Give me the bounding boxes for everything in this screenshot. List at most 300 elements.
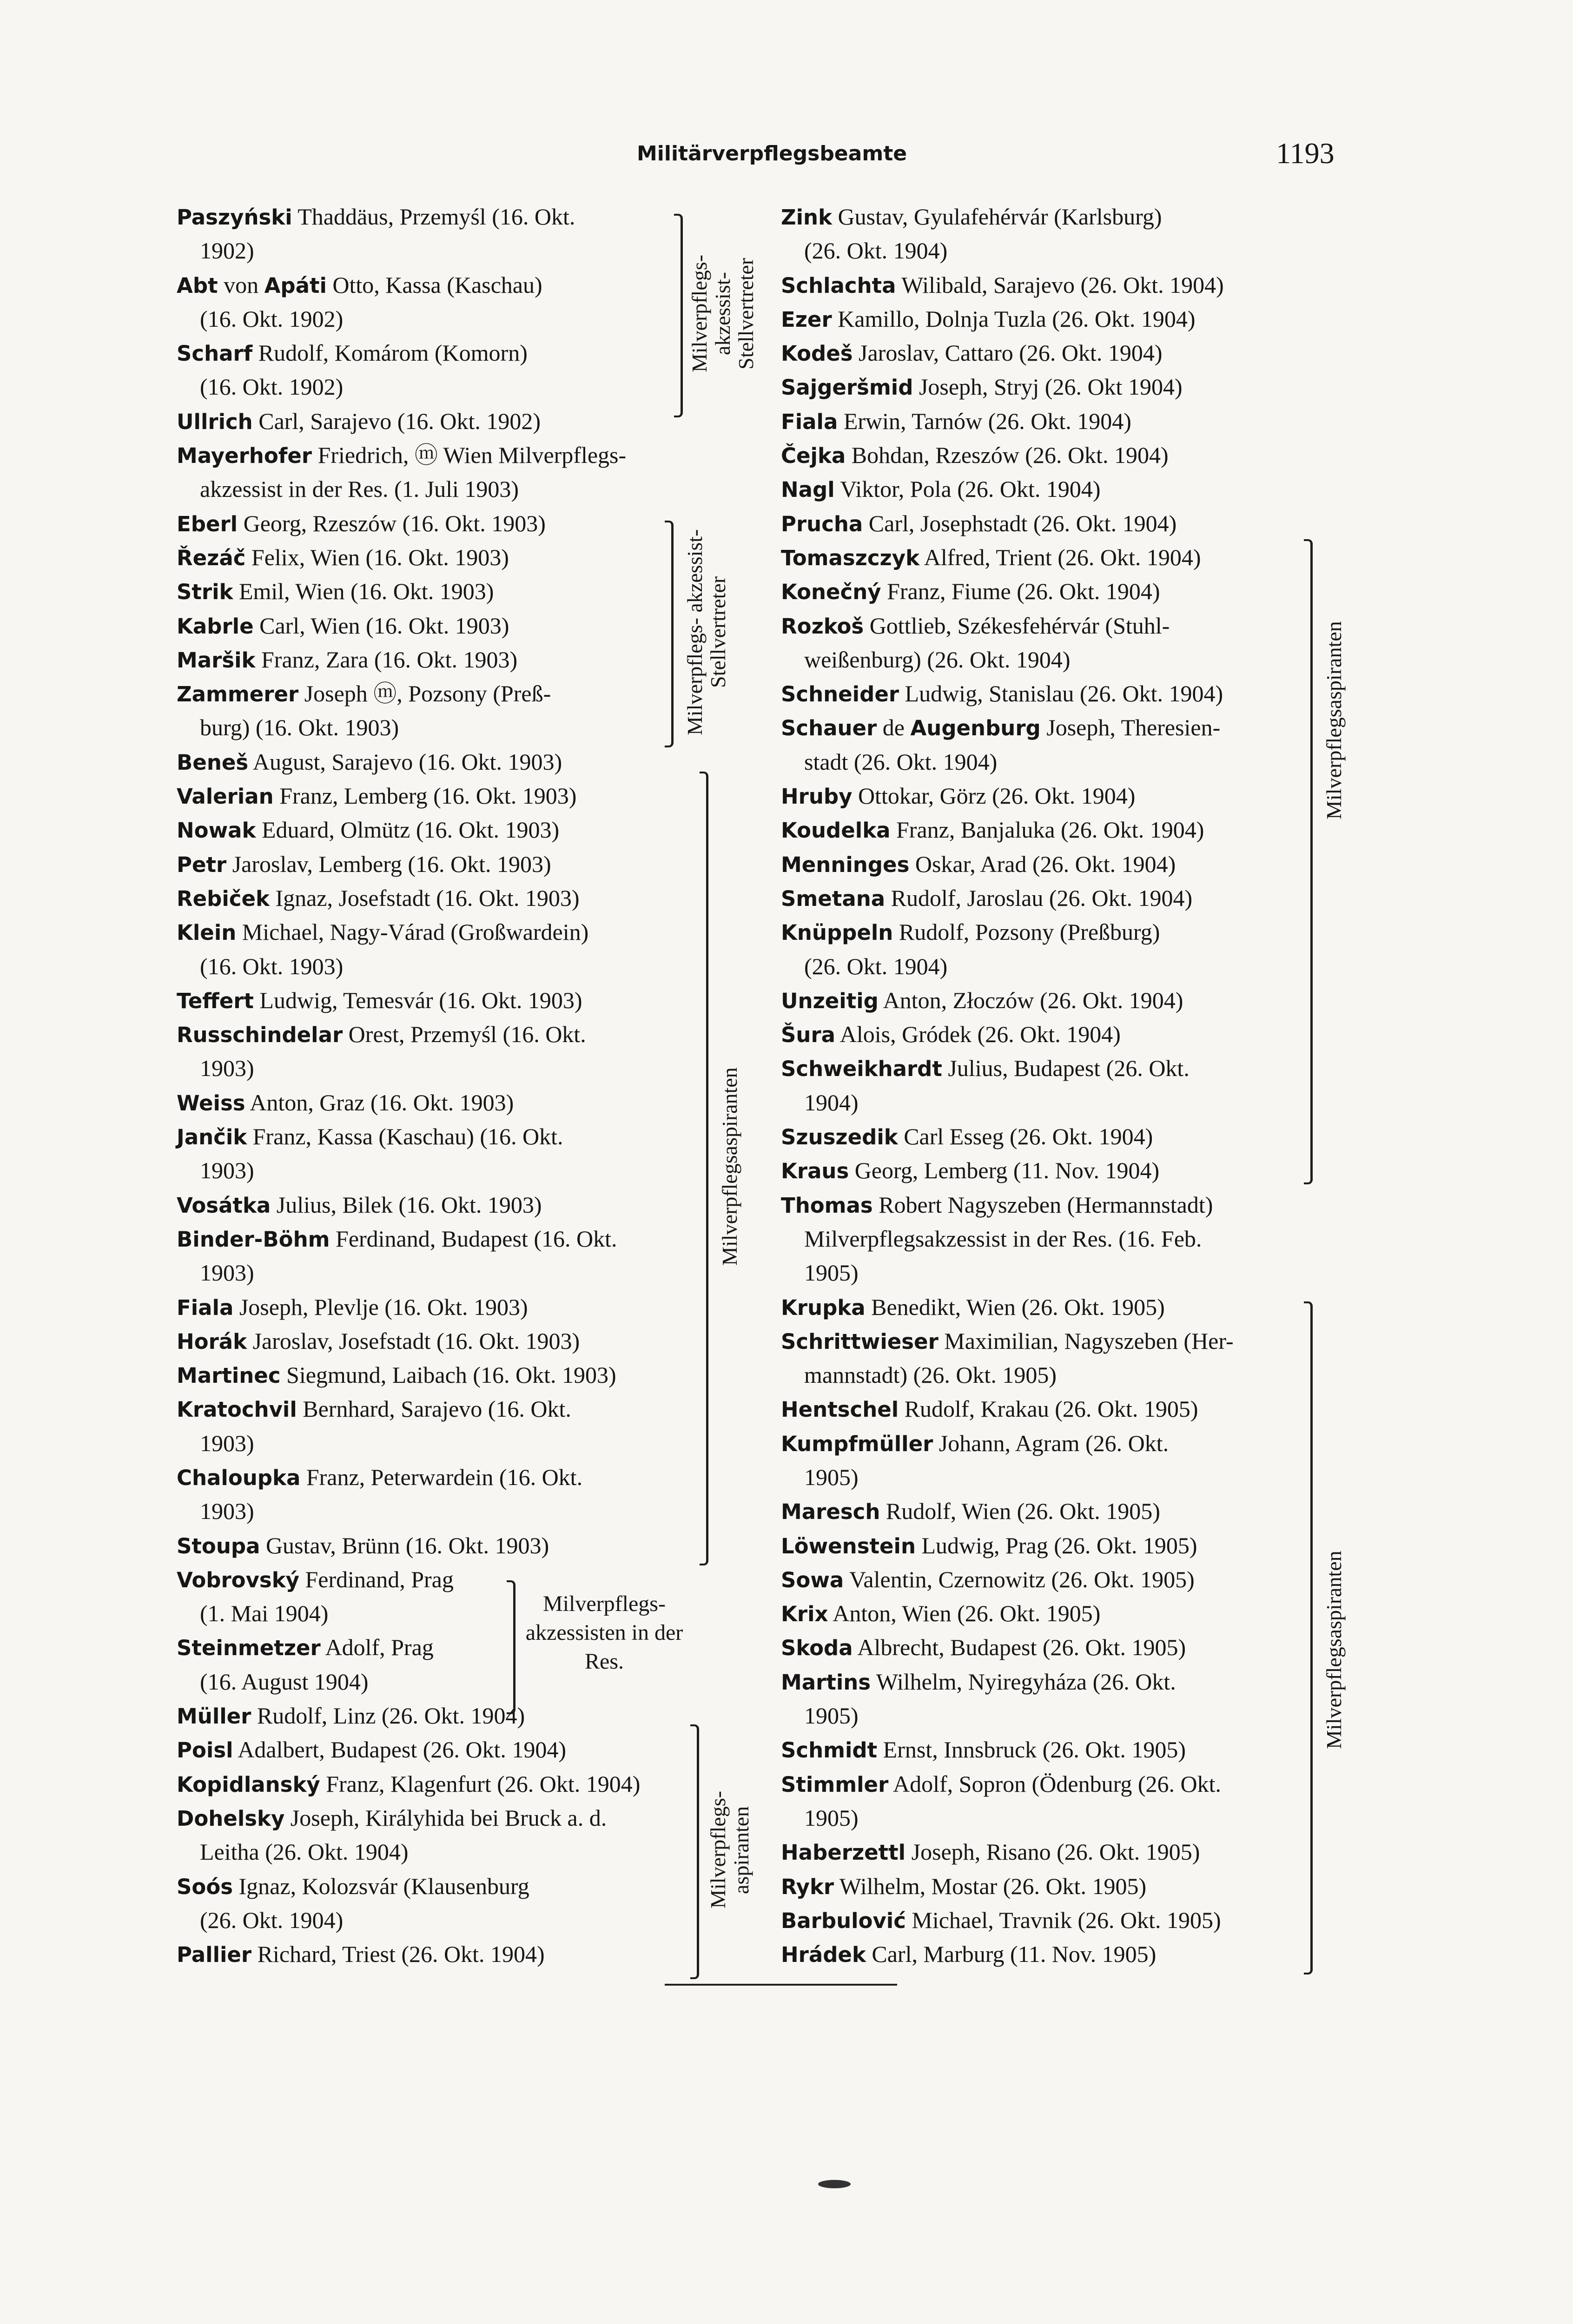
- entry-line: [781, 813, 1376, 847]
- entry-line: [781, 1767, 1376, 1801]
- entry-text: Michael, Travnik (26. Okt. 1905): [905, 1907, 1221, 1933]
- surname: Hentschel: [781, 1397, 899, 1422]
- surname: Kratochvil: [177, 1397, 297, 1422]
- surname: Maršik: [177, 647, 256, 673]
- entry-line: [177, 1086, 700, 1120]
- surname: Poisl: [177, 1738, 233, 1763]
- entry-text: Ferdinand, Budapest (16. Okt.: [330, 1225, 617, 1252]
- entry-text: Rudolf, Krakau (26. Okt. 1905): [899, 1396, 1198, 1422]
- entry-text: Wilhelm, Mostar (26. Okt. 1905): [834, 1873, 1147, 1899]
- entry-text: Wilhelm, Nyiregyháza (26. Okt.: [871, 1668, 1176, 1695]
- surname: Chaloupka: [177, 1465, 301, 1490]
- entry-line: [177, 813, 700, 847]
- entry-text: Otto, Kassa (Kaschau): [326, 271, 542, 298]
- entry-text: Georg, Rzeszów (16. Okt. 1903): [238, 510, 546, 536]
- entry-text: Franz, Lemberg (16. Okt. 1903): [273, 783, 577, 809]
- surname: Vosátka: [177, 1193, 271, 1218]
- entry-text: weißenburg) (26. Okt. 1904): [804, 646, 1071, 673]
- entry-line: [781, 745, 1376, 779]
- surname: Rykr: [781, 1874, 834, 1899]
- entry-text: Franz, Banjaluka (26. Okt. 1904): [890, 817, 1204, 843]
- entry-text: (16. Okt. 1903): [200, 953, 344, 979]
- surname: Tomaszczyk: [781, 545, 919, 570]
- entry-line: [177, 541, 700, 574]
- surname: Schmidt: [781, 1738, 878, 1763]
- entry-text: Rudolf, Pozsony (Preßburg): [893, 919, 1160, 945]
- entry-text: Joseph, Plevlje (16. Okt. 1903): [233, 1294, 528, 1320]
- label-aspiranten-left-2: Milverpflegs- aspiranten: [706, 1791, 753, 1909]
- entry-text: Carl, Marburg (11. Nov. 1905): [866, 1941, 1157, 1967]
- entry-line: [177, 1154, 700, 1188]
- surname: Haberzettl: [781, 1840, 906, 1865]
- entry-line: [781, 438, 1376, 472]
- surname: Schrittwieser: [781, 1329, 939, 1354]
- entry-line: [177, 1290, 700, 1324]
- entry-text: Joseph, Risano (26. Okt. 1905): [905, 1839, 1200, 1865]
- entry-text: Franz, Peterwardein (16. Okt.: [300, 1464, 583, 1490]
- surname: Menninges: [781, 852, 910, 877]
- entry-text: Wilibald, Sarajevo (26. Okt. 1904): [896, 271, 1224, 298]
- entry-text: 1903): [200, 1260, 254, 1286]
- entry-line: [177, 711, 700, 745]
- entry-text: Richard, Triest (26. Okt. 1904): [251, 1941, 545, 1967]
- entry-text: 1902): [200, 238, 254, 264]
- entry-text: Jaroslav, Josefstadt (16. Okt. 1903): [247, 1327, 580, 1354]
- page-title: Militärverpflegsbeamte: [637, 142, 907, 165]
- entry-text: Anton, Złoczów (26. Okt. 1904): [878, 987, 1183, 1013]
- entry-line: [177, 268, 700, 302]
- entry-line: [781, 1017, 1376, 1051]
- entry-line: [781, 1324, 1376, 1358]
- surname: Koudelka: [781, 818, 891, 843]
- entry-text: Valentin, Czernowitz (26. Okt. 1905): [844, 1566, 1195, 1592]
- surname: Nowak: [177, 818, 256, 843]
- entry-text: Emil, Wien (16. Okt. 1903): [233, 578, 494, 605]
- entry-line: [781, 200, 1376, 234]
- surname: Ezer: [781, 307, 832, 332]
- entry-line: [177, 1120, 700, 1154]
- entry-text: Felix, Wien (16. Okt. 1903): [245, 544, 509, 570]
- entry-line: [781, 779, 1376, 813]
- surname: Müller: [177, 1704, 251, 1729]
- entry-line: [177, 950, 700, 984]
- entry-line: [781, 677, 1376, 711]
- label-stellvertreter-1: Milverpflegs- akzessist- Stellvertreter: [687, 255, 758, 373]
- surname: Martins: [781, 1670, 871, 1695]
- entry-line: [177, 1426, 700, 1460]
- entry-line: [177, 1869, 700, 1903]
- entry-line: [781, 1733, 1376, 1767]
- entry-line: [177, 1733, 700, 1767]
- entry-text: Carl, Sarajevo (16. Okt. 1902): [252, 408, 541, 434]
- entry-text: Eduard, Olmütz (16. Okt. 1903): [256, 817, 560, 843]
- bracket-aspiranten-right-2: [1304, 1301, 1313, 1974]
- entry-text: Julius, Bilek (16. Okt. 1903): [271, 1191, 542, 1218]
- entry-text: Rudolf, Jaroslau (26. Okt. 1904): [885, 885, 1193, 911]
- entry-text: (16. August 1904): [200, 1668, 369, 1695]
- surname: Abt: [177, 273, 218, 298]
- entry-text: Leitha (26. Okt. 1904): [200, 1839, 409, 1865]
- entry-text: Oskar, Arad (26. Okt. 1904): [909, 851, 1176, 877]
- surname: Löwenstein: [781, 1533, 916, 1558]
- surname: Čejka: [781, 443, 846, 469]
- entry-line: [781, 1903, 1376, 1937]
- surname: Nagl: [781, 477, 835, 502]
- entry-text: Rudolf, Komárom (Komorn): [252, 340, 528, 366]
- entry-line: [177, 1937, 700, 1971]
- bracket-akzessisten-res: [507, 1580, 516, 1714]
- entry-text: Orest, Przemyśl (16. Okt.: [343, 1021, 586, 1048]
- surname: Schweikhardt: [781, 1056, 942, 1082]
- surname: Soós: [177, 1874, 233, 1899]
- entry-line: [781, 643, 1376, 677]
- entry-line: [781, 1665, 1376, 1699]
- entry-text: Joseph ⓜ, Pozsony (Preß-: [298, 680, 551, 707]
- left-column: [177, 200, 700, 1971]
- surname: Ullrich: [177, 409, 253, 434]
- entry-text: Gustav, Brünn (16. Okt. 1903): [260, 1532, 549, 1558]
- entry-text: Ludwig, Temesvár (16. Okt. 1903): [253, 987, 582, 1013]
- entry-line: [177, 1529, 700, 1563]
- label-aspiranten-left: Milverpflegsaspiranten: [718, 1067, 741, 1266]
- entry-text: Ottokar, Görz (26. Okt. 1904): [852, 783, 1136, 809]
- entry-line: [781, 507, 1376, 541]
- entry-text: Alfred, Trient (26. Okt. 1904): [919, 544, 1201, 570]
- surname: Teffert: [177, 988, 254, 1013]
- entry-text: 1903): [200, 1498, 254, 1525]
- entry-text: (16. Okt. 1902): [200, 305, 344, 332]
- entry-text: Jaroslav, Lemberg (16. Okt. 1903): [226, 851, 551, 877]
- entry-text: Franz, Kassa (Kaschau) (16. Okt.: [247, 1123, 563, 1150]
- entry-text: 1905): [804, 1260, 859, 1286]
- entry-text: August, Sarajevo (16. Okt. 1903): [248, 748, 562, 775]
- entry-line: [177, 1767, 700, 1801]
- entry-line: [177, 336, 700, 370]
- entry-text: Joseph, Theresien-: [1040, 714, 1221, 741]
- surname: Knüppeln: [781, 920, 893, 945]
- entry-line: [177, 1188, 700, 1222]
- entry-text: Gottlieb, Székesfehérvár (Stuhl-: [864, 612, 1170, 639]
- entry-line: [781, 404, 1376, 438]
- entry-line: [781, 1256, 1376, 1290]
- entry-line: [177, 1494, 700, 1528]
- surname: Binder-Böhm: [177, 1227, 330, 1252]
- entry-text: Carl Esseg (26. Okt. 1904): [898, 1123, 1153, 1150]
- entry-line: [781, 1358, 1376, 1392]
- surname: Krix: [781, 1602, 828, 1627]
- surname: Skoda: [781, 1636, 853, 1661]
- surname: Eberl: [177, 511, 238, 536]
- entry-text: Johann, Agram (26. Okt.: [933, 1430, 1169, 1456]
- surname: Valerian: [177, 784, 274, 809]
- entry-text: burg) (16. Okt. 1903): [200, 714, 399, 741]
- surname: Stimmler: [781, 1772, 889, 1797]
- entry-line: [177, 609, 700, 643]
- surname: Sajgeršmid: [781, 375, 913, 400]
- surname: Schauer: [781, 716, 877, 741]
- entry-text: Thaddäus, Przemyśl (16. Okt.: [292, 204, 575, 230]
- entry-line: [177, 574, 700, 608]
- surname: Šura: [781, 1023, 836, 1048]
- surname: Konečný: [781, 580, 881, 605]
- entry-line: [781, 541, 1376, 574]
- surname: Steinmetzer: [177, 1636, 321, 1661]
- surname: Kabrle: [177, 614, 254, 639]
- entry-line: [177, 1392, 700, 1426]
- surname: Paszyński: [177, 205, 292, 230]
- surname: Sowa: [781, 1567, 844, 1592]
- entry-text: Adalbert, Budapest (26. Okt. 1904): [233, 1736, 567, 1763]
- entry-text: (26. Okt. 1904): [804, 238, 948, 264]
- entry-text: Alois, Gródek (26. Okt. 1904): [835, 1021, 1121, 1048]
- entry-line: [781, 1699, 1376, 1733]
- surname: Kraus: [781, 1159, 849, 1184]
- entry-line: [177, 370, 700, 404]
- entry-line: [781, 1426, 1376, 1460]
- bracket-aspiranten-left-2: [690, 1724, 699, 1979]
- surname: Beneš: [177, 750, 249, 775]
- entry-line: [177, 779, 700, 813]
- entry-text: 1905): [804, 1703, 859, 1729]
- entry-text: Erwin, Tarnów (26. Okt. 1904): [838, 408, 1131, 434]
- bracket-stellvertreter-1: [674, 214, 683, 417]
- entry-line: [781, 1188, 1376, 1222]
- surname: Horák: [177, 1329, 247, 1354]
- entry-line: [781, 1563, 1376, 1597]
- entry-text: Ludwig, Prag (26. Okt. 1905): [916, 1532, 1197, 1558]
- entry-text: Anton, Graz (16. Okt. 1903): [245, 1089, 514, 1116]
- surname: Rozkoš: [781, 614, 864, 639]
- entry-text: Georg, Lemberg (11. Nov. 1904): [849, 1157, 1160, 1184]
- entry-text: Bernhard, Sarajevo (16. Okt.: [297, 1396, 571, 1422]
- entry-line: [177, 1051, 700, 1085]
- entry-line: [781, 1529, 1376, 1563]
- surname: Fiala: [177, 1295, 234, 1320]
- entry-text: 1905): [804, 1464, 859, 1490]
- surname: Smetana: [781, 886, 886, 911]
- right-column: [781, 200, 1376, 1971]
- entry-text: Adolf, Prag: [320, 1634, 434, 1661]
- entry-text: Rudolf, Linz (26. Okt. 1904): [251, 1703, 525, 1729]
- entry-line: [781, 1801, 1376, 1835]
- entry-line: [177, 1903, 700, 1937]
- entry-line: [781, 1290, 1376, 1324]
- surname: Řezáč: [177, 545, 246, 570]
- entry-line: [177, 1358, 700, 1392]
- surname: Stoupa: [177, 1533, 260, 1558]
- surname: Russchindelar: [177, 1023, 343, 1048]
- entry-text: 1904): [804, 1089, 859, 1116]
- entry-line: [781, 1086, 1376, 1120]
- entry-line: [177, 1324, 700, 1358]
- entry-text: mannstadt) (26. Okt. 1905): [804, 1362, 1057, 1388]
- surname: Hruby: [781, 784, 853, 809]
- entry-text: (1. Mai 1904): [200, 1600, 329, 1627]
- surname: Vobrovský: [177, 1567, 299, 1592]
- entry-text: Robert Nagyszeben (Hermannstadt): [872, 1191, 1213, 1218]
- label-aspiranten-right-1: Milverpflegsaspiranten: [1322, 621, 1346, 820]
- entry-text: Albrecht, Budapest (26. Okt. 1905): [853, 1634, 1186, 1661]
- entry-line: [781, 1835, 1376, 1869]
- entry-text: Joseph, Stryj (26. Okt 1904): [913, 374, 1183, 400]
- entry-text: Carl, Wien (16. Okt. 1903): [253, 612, 509, 639]
- entry-line: [177, 881, 700, 915]
- label-aspiranten-right-2: Milverpflegsaspiranten: [1322, 1551, 1346, 1750]
- entry-text: Franz, Klagenfurt (26. Okt. 1904): [320, 1770, 641, 1797]
- entry-line: [781, 268, 1376, 302]
- footer-rule: [665, 1984, 897, 1986]
- label-stellvertreter-2: Milverpflegs- akzessist- Stellvertreter: [683, 529, 730, 735]
- entry-text: 1903): [200, 1055, 254, 1082]
- entry-text: (26. Okt. 1904): [200, 1907, 344, 1933]
- entry-line: [781, 1051, 1376, 1085]
- entry-text: Bohdan, Rzeszów (26. Okt. 1904): [846, 442, 1169, 469]
- entry-line: [781, 1937, 1376, 1971]
- entry-text: Ludwig, Stanislau (26. Okt. 1904): [899, 680, 1223, 707]
- page-header: [0, 137, 1573, 184]
- entry-line: [177, 847, 700, 881]
- surname: Zammerer: [177, 682, 299, 707]
- page-number: 1193: [1276, 137, 1335, 170]
- entry-text: Ignaz, Kolozsvár (Klausenburg: [233, 1873, 529, 1899]
- entry-text: 1903): [200, 1157, 254, 1184]
- printer-mark: [818, 2180, 851, 2188]
- entry-line: [177, 472, 700, 506]
- entry-text: Michael, Nagy-Várad (Großwardein): [236, 919, 589, 945]
- entry-line: [781, 302, 1376, 336]
- surname: Rebiček: [177, 886, 270, 911]
- entry-text: Julius, Budapest (26. Okt.: [942, 1055, 1190, 1082]
- entry-text: Gustav, Gyulafehérvár (Karlsburg): [832, 204, 1162, 230]
- entry-line: [781, 574, 1376, 608]
- surname: Szuszedik: [781, 1125, 898, 1150]
- entry-line: [177, 984, 700, 1017]
- surname: Weiss: [177, 1090, 245, 1116]
- entry-line: [781, 472, 1376, 506]
- surname: Thomas: [781, 1193, 873, 1218]
- entry-line: [781, 1597, 1376, 1631]
- entry-line: [781, 1222, 1376, 1256]
- entry-text: Milverpflegsakzessist in der Res. (16. Feb.: [804, 1225, 1202, 1252]
- entry-line: [177, 1801, 700, 1835]
- entry-line: [781, 984, 1376, 1017]
- entry-text: Kamillo, Dolnja Tuzla (26. Okt. 1904): [832, 305, 1196, 332]
- surname: Mayerhofer: [177, 443, 312, 469]
- entry-line: [177, 1222, 700, 1256]
- surname: Fiala: [781, 409, 838, 434]
- entry-line: [177, 1017, 700, 1051]
- entry-text: Siegmund, Laibach (16. Okt. 1903): [280, 1362, 616, 1388]
- entry-text: stadt (26. Okt. 1904): [804, 748, 998, 775]
- entry-line: [177, 1460, 700, 1494]
- surname: Kumpfmüller: [781, 1431, 933, 1456]
- entry-text: Ernst, Innsbruck (26. Okt. 1905): [877, 1736, 1186, 1763]
- entry-text: Joseph, Királyhida bei Bruck a. d.: [284, 1804, 607, 1831]
- bracket-aspiranten-right-1: [1304, 539, 1313, 1184]
- entry-text: Rudolf, Wien (26. Okt. 1905): [880, 1498, 1160, 1525]
- entry-line: [781, 370, 1376, 404]
- surname: Kopidlanský: [177, 1772, 320, 1797]
- entry-line: [177, 200, 700, 234]
- surname: Klein: [177, 920, 237, 945]
- surname: Unzeitig: [781, 988, 879, 1013]
- surname: Jančik: [177, 1125, 247, 1150]
- entry-line: [177, 234, 700, 268]
- entry-text: Franz, Fiume (26. Okt. 1904): [881, 578, 1160, 605]
- entry-line: [177, 438, 700, 472]
- entry-line: [177, 915, 700, 949]
- entry-line: [781, 1631, 1376, 1664]
- entry-line: [781, 950, 1376, 984]
- surname: Barbulović: [781, 1908, 906, 1933]
- entry-text: Anton, Wien (26. Okt. 1905): [828, 1600, 1101, 1627]
- entry-line: [781, 609, 1376, 643]
- entry-line: [781, 336, 1376, 370]
- surname: Kodeš: [781, 341, 853, 366]
- entry-line: [177, 1835, 700, 1869]
- entry-text: de: [877, 714, 911, 741]
- entry-line: [781, 1120, 1376, 1154]
- entry-line: [177, 1699, 700, 1733]
- entry-line: [177, 302, 700, 336]
- entry-text: Ignaz, Josefstadt (16. Okt. 1903): [269, 885, 580, 911]
- entry-text: Jaroslav, Cattaro (26. Okt. 1904): [853, 340, 1163, 366]
- entry-text: Adolf, Sopron (Ödenburg (26. Okt.: [888, 1770, 1221, 1797]
- entry-line: [781, 711, 1376, 745]
- entry-line: [177, 404, 700, 438]
- surname: Pallier: [177, 1942, 252, 1967]
- entry-line: [781, 915, 1376, 949]
- entry-line: [177, 677, 700, 711]
- entry-line: [781, 1154, 1376, 1188]
- surname: Dohelsky: [177, 1806, 285, 1831]
- surname: Schlachta: [781, 273, 896, 298]
- surname-part: Apáti: [264, 273, 327, 298]
- entry-text: 1903): [200, 1430, 254, 1456]
- surname: Strik: [177, 580, 233, 605]
- entry-line: [781, 234, 1376, 268]
- bracket-aspiranten-left: [700, 772, 708, 1565]
- entry-line: [177, 1256, 700, 1290]
- entry-line: [781, 1392, 1376, 1426]
- surname: Maresch: [781, 1499, 880, 1525]
- entry-text: von: [218, 271, 264, 298]
- surname-part: Augenburg: [910, 716, 1041, 741]
- entry-text: Maximilian, Nagyszeben (Her-: [938, 1327, 1234, 1354]
- entry-text: Franz, Zara (16. Okt. 1903): [255, 646, 518, 673]
- entry-text: akzessist in der Res. (1. Juli 1903): [200, 476, 519, 502]
- entry-text: Viktor, Pola (26. Okt. 1904): [834, 476, 1101, 502]
- surname: Scharf: [177, 341, 253, 366]
- entry-line: [781, 1494, 1376, 1528]
- entry-text: Ferdinand, Prag: [299, 1566, 454, 1592]
- entry-text: 1905): [804, 1804, 859, 1831]
- entry-line: [781, 847, 1376, 881]
- entry-line: [781, 881, 1376, 915]
- entry-text: Carl, Josephstadt (26. Okt. 1904): [863, 510, 1177, 536]
- surname: Krupka: [781, 1295, 866, 1320]
- surname: Zink: [781, 205, 833, 230]
- bracket-stellvertreter-2: [665, 521, 674, 747]
- surname: Martinec: [177, 1363, 281, 1388]
- label-akzessisten-res: Milverpflegs- akzessisten in der Res.: [525, 1591, 683, 1674]
- entry-line: [177, 507, 700, 541]
- entry-line: [177, 643, 700, 677]
- entry-text: (26. Okt. 1904): [804, 953, 948, 979]
- entry-text: (16. Okt. 1902): [200, 374, 344, 400]
- entry-line: [781, 1460, 1376, 1494]
- entry-line: [177, 745, 700, 779]
